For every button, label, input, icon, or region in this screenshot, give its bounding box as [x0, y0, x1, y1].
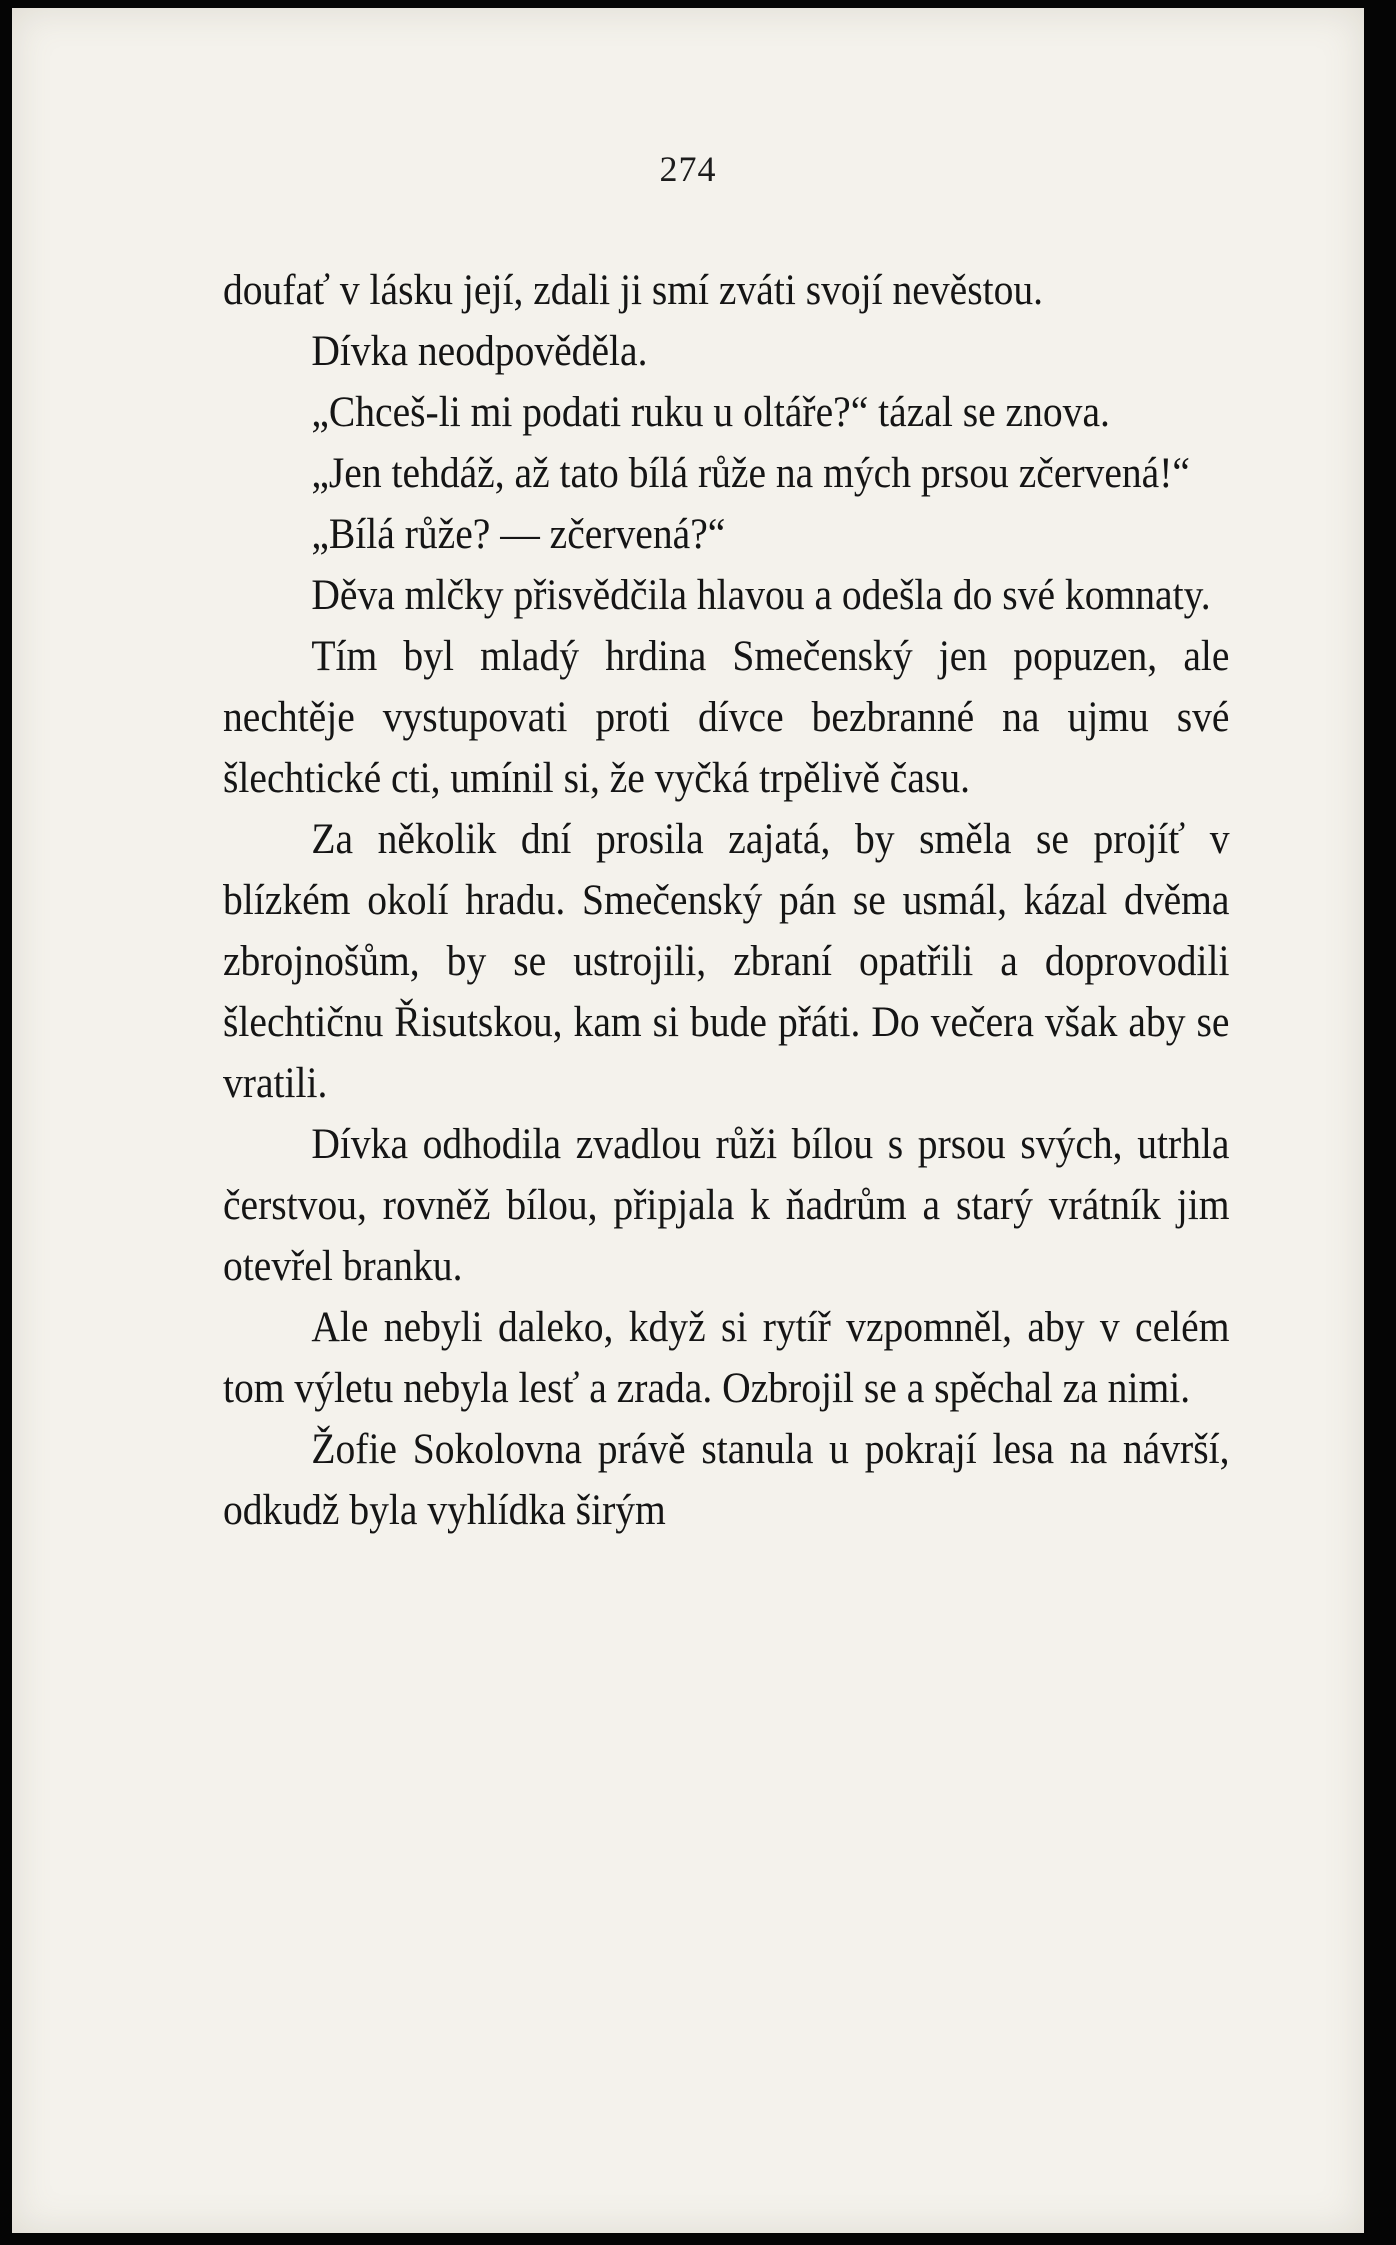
book-page	[12, 8, 1364, 2233]
paragraph: Ale nebyli daleko, když si rytíř vzpomněl, aby v celém tom výletu nebyla lesť a zrada. Ozbrojil se a spěchal za nimi.	[223, 1304, 1230, 1412]
paragraph: „Bílá růže? — zčervená?“	[311, 511, 726, 558]
paragraph: doufať v lásku její, zdali ji smí zváti svojí nevěstou.	[223, 267, 1044, 314]
paragraph: Tím byl mladý hrdina Smečenský jen popuzen, ale nechtěje vystupovati proti dívce bezbranné na ujmu své šlechtické cti, umínil si, že vyčká trpělivě času.	[223, 633, 1230, 802]
paragraph: Za několik dní prosila zajatá, by směla se projíť v blízkém okolí hradu. Smečenský pán se usmál, kázal dvěma zbrojnošům, by se ustrojili, zbraní opatřili a doprovodili šlechtičnu Řisutskou, kam si bude přáti. Do večera však aby se vratili.	[223, 816, 1230, 1107]
paragraph: „Chceš-li mi podati ruku u oltáře?“ tázal se znova.	[311, 389, 1110, 436]
paragraph: Žofie Sokolovna právě stanula u pokrají lesa na návrší, odkudž byla vyhlídka širým	[223, 1426, 1230, 1534]
page-number: 274	[659, 149, 717, 189]
paragraph: Dívka odhodila zvadlou růži bílou s prsou svých, utrhla čerstvou, rovněž bílou, připjala k ňadrům a starý vrátník jim otevřel branku.	[223, 1121, 1230, 1290]
paragraph: Dívka neodpověděla.	[311, 328, 648, 375]
paragraph: Děva mlčky přisvědčila hlavou a odešla do své komnaty.	[311, 572, 1211, 619]
body-text	[223, 260, 1229, 1541]
paragraph: „Jen tehdáž, až tato bílá růže na mých prsou zčervená!“	[311, 450, 1190, 497]
